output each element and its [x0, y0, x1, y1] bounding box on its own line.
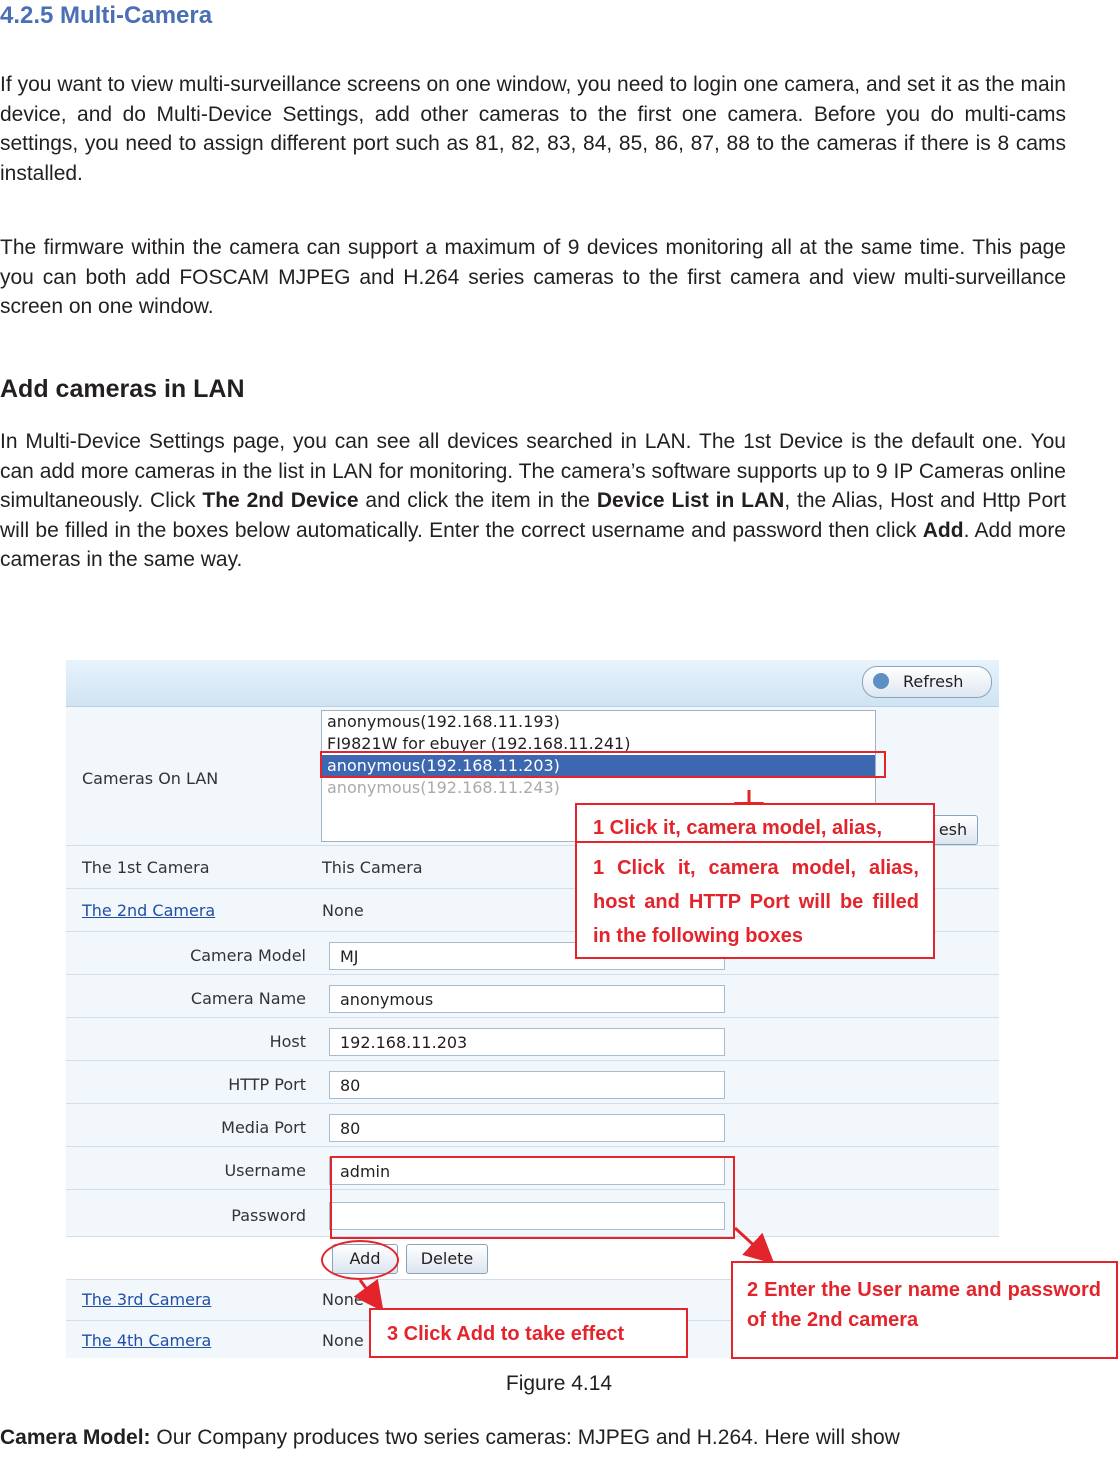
lan-device-item[interactable]: anonymous(192.168.11.243) [327, 778, 560, 797]
host-input[interactable]: 192.168.11.203 [329, 1028, 725, 1056]
password-label: Password [231, 1206, 306, 1225]
http-port-input[interactable]: 80 [329, 1071, 725, 1099]
http-port-label: HTTP Port [228, 1075, 306, 1094]
section-heading: 4.2.5 Multi-Camera [0, 2, 213, 29]
callout-2-text: 2 Enter the User name and password of the 2nd camera [747, 1279, 1101, 1331]
add-button[interactable]: Add [332, 1244, 398, 1274]
first-camera-label: The 1st Camera [82, 858, 210, 877]
media-port-input[interactable]: 80 [329, 1114, 725, 1142]
lan-device-item[interactable]: FI9821W for ebuyer (192.168.11.241) [327, 734, 631, 753]
username-label: Username [224, 1161, 306, 1180]
camera-model-label: Camera Model [190, 946, 306, 965]
lan-device-item-selected[interactable]: anonymous(192.168.11.203) [322, 755, 875, 777]
lan-paragraph: In Multi-Device Settings page, you can see all devices searched in LAN. The 1st Device is the default one. You can add more cameras in the list in LAN for monitoring. The camera’s software supports up to 9 IP Cameras online simultaneously. Click The 2nd Device and click the item in the Device List in LAN, the Alias, Host and Http Port will be filled in the boxes below automatically. Enter the correct username and password then click Add. Add more cameras in the same way. [0, 430, 1066, 571]
third-camera-value: None [322, 1290, 364, 1309]
username-input[interactable]: admin [329, 1157, 725, 1185]
intro-paragraph-2: The firmware within the camera can support a maximum of 9 devices monitoring all at the same time. This page you can both add FOSCAM MJPEG and H.264 series cameras to the first camera and view multi-surveillance screen on one window. [0, 236, 1066, 318]
second-camera-value: None [322, 901, 364, 920]
callout-3 [369, 1308, 688, 1358]
cameras-on-lan-label: Cameras On LAN [82, 769, 219, 788]
side-refresh-button[interactable]: esh [928, 815, 978, 845]
figure-caption: Figure 4.14 [505, 1372, 613, 1395]
media-port-label: Media Port [221, 1118, 306, 1137]
callout-1-divider [577, 841, 935, 843]
fourth-camera-link[interactable]: The 4th Camera [82, 1331, 212, 1350]
camera-model-select[interactable]: MJ [329, 942, 725, 970]
callout-3-text: 3 Click Add to take effect [387, 1323, 625, 1345]
third-camera-link[interactable]: The 3rd Camera [82, 1290, 212, 1309]
second-camera-link[interactable]: The 2nd Camera [82, 901, 216, 920]
camera-name-label: Camera Name [190, 989, 306, 1008]
callout-2 [731, 1261, 1118, 1359]
first-camera-value: This Camera [322, 858, 423, 877]
arrow-to-callout-3 [360, 1280, 380, 1307]
lan-device-item[interactable]: anonymous(192.168.11.193) [327, 712, 560, 731]
delete-button[interactable]: Delete [406, 1244, 488, 1274]
arrow-to-callout-2 [735, 1228, 770, 1260]
bottom-paragraph: Camera Model: Our Company produces two series cameras: MJPEG and H.264. Here will show [0, 1426, 900, 1449]
refresh-label: Refresh [903, 672, 964, 691]
fourth-camera-value: None [322, 1331, 364, 1350]
callout-1 [575, 803, 935, 959]
intro-paragraph-1: If you want to view multi-surveillance screens on one window, you need to login one camera, and set it as the main device, and do Multi-Device Settings, add other cameras to the first one camera. Before you do multi-cams settings, you need to assign different port such as 81, 82, 83, 84, 85, 86, 87, 88 to the cameras if there is 8 cams installed. [0, 73, 1066, 185]
host-label: Host [269, 1032, 306, 1051]
subheading-add-cameras: Add cameras in LAN [0, 375, 245, 403]
callout-1-peek: 1 Click it, camera model, alias, [593, 817, 883, 839]
camera-name-input[interactable]: anonymous [329, 985, 725, 1013]
callout-1-text: 1 Click it, camera model, alias, host and HTTP Port will be filled in the following boxes [593, 857, 919, 947]
